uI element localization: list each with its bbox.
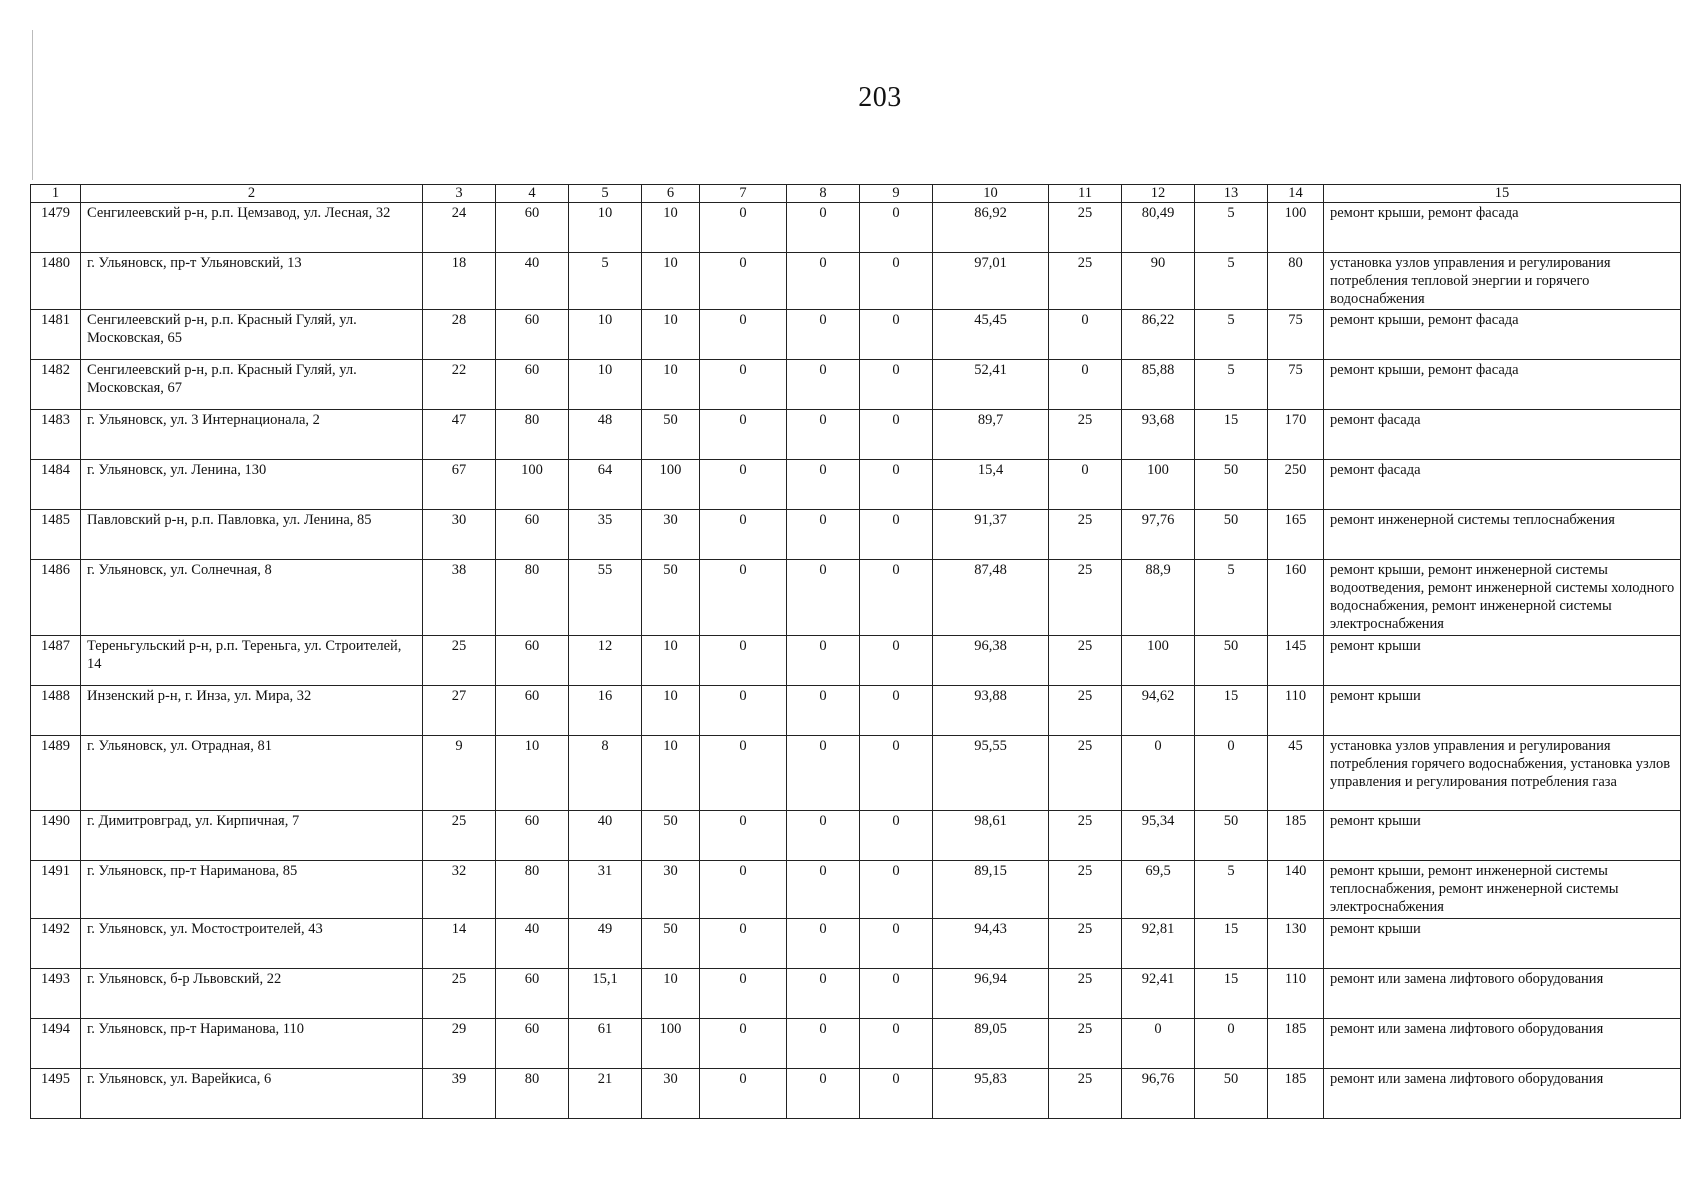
address-cell: Сенгилеевский р-н, р.п. Цемзавод, ул. Лесная, 32 (81, 203, 423, 253)
value-cell-5: 16 (569, 686, 642, 736)
value-cell-8: 0 (787, 460, 860, 510)
value-cell-6: 100 (642, 1019, 700, 1069)
column-header-8: 8 (787, 185, 860, 203)
value-cell-8: 0 (787, 410, 860, 460)
value-cell-8: 0 (787, 1069, 860, 1119)
column-header-15: 15 (1324, 185, 1681, 203)
value-cell-13: 15 (1195, 686, 1268, 736)
value-cell-9: 0 (860, 969, 933, 1019)
value-cell-8: 0 (787, 861, 860, 919)
address-cell: г. Ульяновск, б-р Львовский, 22 (81, 969, 423, 1019)
value-cell-14: 110 (1268, 686, 1324, 736)
value-cell-4: 60 (496, 310, 569, 360)
value-cell-10: 15,4 (933, 460, 1049, 510)
address-cell: г. Ульяновск, ул. Отрадная, 81 (81, 736, 423, 811)
table-row (31, 310, 1681, 360)
work-type-cell: ремонт или замена лифтового оборудования (1324, 969, 1681, 1019)
column-header-5: 5 (569, 185, 642, 203)
value-cell-11: 25 (1049, 736, 1122, 811)
value-cell-10: 89,7 (933, 410, 1049, 460)
value-cell-14: 250 (1268, 460, 1324, 510)
work-type-cell: ремонт крыши, ремонт фасада (1324, 310, 1681, 360)
value-cell-9: 0 (860, 861, 933, 919)
value-cell-14: 160 (1268, 560, 1324, 636)
row-number-cell: 1486 (31, 560, 81, 636)
value-cell-7: 0 (700, 736, 787, 811)
value-cell-13: 5 (1195, 253, 1268, 310)
value-cell-13: 0 (1195, 1019, 1268, 1069)
address-cell: Павловский р-н, р.п. Павловка, ул. Ленина, 85 (81, 510, 423, 560)
address-cell: Тереньгульский р-н, р.п. Тереньга, ул. Строителей, 14 (81, 636, 423, 686)
column-header-9: 9 (860, 185, 933, 203)
value-cell-14: 185 (1268, 1019, 1324, 1069)
value-cell-4: 60 (496, 203, 569, 253)
value-cell-5: 12 (569, 636, 642, 686)
row-number-cell: 1482 (31, 360, 81, 410)
value-cell-5: 40 (569, 811, 642, 861)
value-cell-6: 30 (642, 861, 700, 919)
work-type-cell: ремонт фасада (1324, 460, 1681, 510)
work-type-cell: ремонт крыши (1324, 686, 1681, 736)
value-cell-12: 92,81 (1122, 919, 1195, 969)
value-cell-6: 10 (642, 203, 700, 253)
value-cell-8: 0 (787, 560, 860, 636)
value-cell-13: 50 (1195, 811, 1268, 861)
column-header-6: 6 (642, 185, 700, 203)
table-row (31, 686, 1681, 736)
value-cell-14: 165 (1268, 510, 1324, 560)
value-cell-5: 55 (569, 560, 642, 636)
registry-table (30, 184, 1681, 1119)
value-cell-12: 88,9 (1122, 560, 1195, 636)
value-cell-11: 25 (1049, 969, 1122, 1019)
table-row (31, 253, 1681, 310)
value-cell-11: 25 (1049, 919, 1122, 969)
value-cell-14: 80 (1268, 253, 1324, 310)
value-cell-5: 35 (569, 510, 642, 560)
value-cell-8: 0 (787, 636, 860, 686)
value-cell-12: 0 (1122, 1019, 1195, 1069)
column-header-4: 4 (496, 185, 569, 203)
value-cell-9: 0 (860, 1019, 933, 1069)
value-cell-11: 25 (1049, 1019, 1122, 1069)
value-cell-5: 8 (569, 736, 642, 811)
value-cell-10: 87,48 (933, 560, 1049, 636)
value-cell-13: 5 (1195, 360, 1268, 410)
table-body (31, 203, 1681, 1119)
address-cell: г. Ульяновск, ул. Ленина, 130 (81, 460, 423, 510)
value-cell-13: 15 (1195, 969, 1268, 1019)
row-number-cell: 1485 (31, 510, 81, 560)
value-cell-7: 0 (700, 310, 787, 360)
value-cell-8: 0 (787, 360, 860, 410)
value-cell-7: 0 (700, 253, 787, 310)
value-cell-12: 0 (1122, 736, 1195, 811)
value-cell-6: 30 (642, 510, 700, 560)
row-number-cell: 1493 (31, 969, 81, 1019)
address-cell: г. Ульяновск, ул. Варейкиса, 6 (81, 1069, 423, 1119)
value-cell-9: 0 (860, 310, 933, 360)
work-type-cell: ремонт или замена лифтового оборудования (1324, 1019, 1681, 1069)
value-cell-4: 60 (496, 636, 569, 686)
value-cell-9: 0 (860, 919, 933, 969)
value-cell-5: 15,1 (569, 969, 642, 1019)
value-cell-5: 31 (569, 861, 642, 919)
address-cell: г. Ульяновск, пр-т Нариманова, 85 (81, 861, 423, 919)
value-cell-14: 185 (1268, 811, 1324, 861)
table-row (31, 1069, 1681, 1119)
value-cell-3: 25 (423, 811, 496, 861)
value-cell-7: 0 (700, 203, 787, 253)
value-cell-7: 0 (700, 686, 787, 736)
value-cell-12: 92,41 (1122, 969, 1195, 1019)
value-cell-13: 15 (1195, 919, 1268, 969)
value-cell-3: 67 (423, 460, 496, 510)
value-cell-11: 25 (1049, 253, 1122, 310)
value-cell-7: 0 (700, 510, 787, 560)
value-cell-13: 50 (1195, 1069, 1268, 1119)
value-cell-11: 0 (1049, 460, 1122, 510)
value-cell-3: 38 (423, 560, 496, 636)
value-cell-12: 69,5 (1122, 861, 1195, 919)
column-header-12: 12 (1122, 185, 1195, 203)
value-cell-6: 30 (642, 1069, 700, 1119)
value-cell-4: 80 (496, 861, 569, 919)
value-cell-4: 60 (496, 811, 569, 861)
value-cell-12: 90 (1122, 253, 1195, 310)
value-cell-14: 185 (1268, 1069, 1324, 1119)
value-cell-12: 100 (1122, 636, 1195, 686)
table-row (31, 560, 1681, 636)
value-cell-4: 10 (496, 736, 569, 811)
value-cell-4: 60 (496, 360, 569, 410)
row-number-cell: 1479 (31, 203, 81, 253)
value-cell-12: 95,34 (1122, 811, 1195, 861)
value-cell-10: 89,15 (933, 861, 1049, 919)
table-row (31, 736, 1681, 811)
value-cell-3: 39 (423, 1069, 496, 1119)
address-cell: г. Ульяновск, ул. 3 Интернационала, 2 (81, 410, 423, 460)
row-number-cell: 1480 (31, 253, 81, 310)
value-cell-14: 170 (1268, 410, 1324, 460)
table-row (31, 636, 1681, 686)
value-cell-7: 0 (700, 410, 787, 460)
value-cell-14: 75 (1268, 310, 1324, 360)
address-cell: Сенгилеевский р-н, р.п. Красный Гуляй, ул. Московская, 65 (81, 310, 423, 360)
value-cell-10: 96,38 (933, 636, 1049, 686)
value-cell-11: 0 (1049, 360, 1122, 410)
row-number-cell: 1481 (31, 310, 81, 360)
value-cell-14: 140 (1268, 861, 1324, 919)
value-cell-3: 14 (423, 919, 496, 969)
value-cell-6: 10 (642, 253, 700, 310)
value-cell-11: 25 (1049, 861, 1122, 919)
value-cell-14: 110 (1268, 969, 1324, 1019)
table-row (31, 919, 1681, 969)
value-cell-11: 25 (1049, 203, 1122, 253)
value-cell-9: 0 (860, 203, 933, 253)
value-cell-9: 0 (860, 636, 933, 686)
address-cell: г. Ульяновск, пр-т Ульяновский, 13 (81, 253, 423, 310)
work-type-cell: ремонт крыши, ремонт фасада (1324, 203, 1681, 253)
value-cell-4: 40 (496, 919, 569, 969)
value-cell-12: 100 (1122, 460, 1195, 510)
value-cell-3: 32 (423, 861, 496, 919)
value-cell-9: 0 (860, 360, 933, 410)
row-number-cell: 1487 (31, 636, 81, 686)
table-header (31, 185, 1681, 203)
work-type-cell: ремонт фасада (1324, 410, 1681, 460)
value-cell-14: 75 (1268, 360, 1324, 410)
row-number-cell: 1489 (31, 736, 81, 811)
value-cell-10: 95,55 (933, 736, 1049, 811)
address-cell: г. Димитровград, ул. Кирпичная, 7 (81, 811, 423, 861)
value-cell-5: 61 (569, 1019, 642, 1069)
value-cell-9: 0 (860, 1069, 933, 1119)
value-cell-12: 80,49 (1122, 203, 1195, 253)
value-cell-6: 10 (642, 736, 700, 811)
work-type-cell: ремонт крыши (1324, 636, 1681, 686)
table-row (31, 510, 1681, 560)
value-cell-13: 5 (1195, 310, 1268, 360)
value-cell-10: 97,01 (933, 253, 1049, 310)
value-cell-9: 0 (860, 736, 933, 811)
value-cell-4: 60 (496, 969, 569, 1019)
row-number-cell: 1491 (31, 861, 81, 919)
value-cell-8: 0 (787, 919, 860, 969)
value-cell-6: 10 (642, 969, 700, 1019)
value-cell-6: 50 (642, 560, 700, 636)
value-cell-8: 0 (787, 310, 860, 360)
value-cell-10: 95,83 (933, 1069, 1049, 1119)
value-cell-6: 10 (642, 686, 700, 736)
value-cell-13: 50 (1195, 510, 1268, 560)
value-cell-7: 0 (700, 811, 787, 861)
table-row (31, 360, 1681, 410)
value-cell-11: 25 (1049, 811, 1122, 861)
value-cell-5: 10 (569, 360, 642, 410)
work-type-cell: ремонт инженерной системы теплоснабжения (1324, 510, 1681, 560)
value-cell-3: 27 (423, 686, 496, 736)
value-cell-5: 48 (569, 410, 642, 460)
row-number-cell: 1494 (31, 1019, 81, 1069)
column-header-2: 2 (81, 185, 423, 203)
value-cell-5: 10 (569, 310, 642, 360)
work-type-cell: ремонт крыши, ремонт инженерной системы теплоснабжения, ремонт инженерной системы электроснабжения (1324, 861, 1681, 919)
value-cell-6: 50 (642, 811, 700, 861)
value-cell-14: 45 (1268, 736, 1324, 811)
column-header-11: 11 (1049, 185, 1122, 203)
value-cell-4: 60 (496, 686, 569, 736)
value-cell-9: 0 (860, 686, 933, 736)
value-cell-5: 5 (569, 253, 642, 310)
work-type-cell: ремонт крыши, ремонт инженерной системы водоотведения, ремонт инженерной системы холодного водоснабжения, ремонт инженерной системы электроснабжения (1324, 560, 1681, 636)
value-cell-10: 89,05 (933, 1019, 1049, 1069)
address-cell: Сенгилеевский р-н, р.п. Красный Гуляй, ул. Московская, 67 (81, 360, 423, 410)
value-cell-13: 5 (1195, 203, 1268, 253)
row-number-cell: 1483 (31, 410, 81, 460)
value-cell-3: 30 (423, 510, 496, 560)
value-cell-7: 0 (700, 1019, 787, 1069)
value-cell-14: 100 (1268, 203, 1324, 253)
value-cell-8: 0 (787, 253, 860, 310)
value-cell-12: 93,68 (1122, 410, 1195, 460)
value-cell-12: 96,76 (1122, 1069, 1195, 1119)
value-cell-5: 64 (569, 460, 642, 510)
value-cell-13: 15 (1195, 410, 1268, 460)
value-cell-10: 86,92 (933, 203, 1049, 253)
value-cell-9: 0 (860, 410, 933, 460)
column-header-1: 1 (31, 185, 81, 203)
value-cell-7: 0 (700, 460, 787, 510)
value-cell-10: 93,88 (933, 686, 1049, 736)
value-cell-3: 9 (423, 736, 496, 811)
value-cell-12: 94,62 (1122, 686, 1195, 736)
value-cell-6: 10 (642, 360, 700, 410)
value-cell-11: 25 (1049, 1069, 1122, 1119)
table-row (31, 811, 1681, 861)
value-cell-7: 0 (700, 636, 787, 686)
value-cell-11: 0 (1049, 310, 1122, 360)
value-cell-11: 25 (1049, 560, 1122, 636)
value-cell-7: 0 (700, 560, 787, 636)
value-cell-4: 60 (496, 1019, 569, 1069)
value-cell-10: 45,45 (933, 310, 1049, 360)
value-cell-6: 10 (642, 310, 700, 360)
value-cell-3: 22 (423, 360, 496, 410)
value-cell-7: 0 (700, 919, 787, 969)
table-row (31, 861, 1681, 919)
value-cell-11: 25 (1049, 686, 1122, 736)
value-cell-3: 18 (423, 253, 496, 310)
address-cell: г. Ульяновск, ул. Мостостроителей, 43 (81, 919, 423, 969)
value-cell-14: 145 (1268, 636, 1324, 686)
work-type-cell: ремонт крыши, ремонт фасада (1324, 360, 1681, 410)
row-number-cell: 1488 (31, 686, 81, 736)
table-row (31, 410, 1681, 460)
value-cell-4: 80 (496, 410, 569, 460)
value-cell-9: 0 (860, 253, 933, 310)
value-cell-10: 94,43 (933, 919, 1049, 969)
value-cell-14: 130 (1268, 919, 1324, 969)
column-header-3: 3 (423, 185, 496, 203)
address-cell: г. Ульяновск, пр-т Нариманова, 110 (81, 1019, 423, 1069)
address-cell: Инзенский р-н, г. Инза, ул. Мира, 32 (81, 686, 423, 736)
value-cell-4: 60 (496, 510, 569, 560)
value-cell-6: 10 (642, 636, 700, 686)
value-cell-8: 0 (787, 1019, 860, 1069)
table-row (31, 203, 1681, 253)
value-cell-13: 5 (1195, 861, 1268, 919)
value-cell-11: 25 (1049, 510, 1122, 560)
value-cell-7: 0 (700, 969, 787, 1019)
value-cell-9: 0 (860, 510, 933, 560)
value-cell-3: 47 (423, 410, 496, 460)
value-cell-8: 0 (787, 510, 860, 560)
value-cell-3: 25 (423, 636, 496, 686)
value-cell-5: 49 (569, 919, 642, 969)
column-header-10: 10 (933, 185, 1049, 203)
table-row (31, 460, 1681, 510)
column-header-13: 13 (1195, 185, 1268, 203)
value-cell-13: 50 (1195, 460, 1268, 510)
value-cell-10: 91,37 (933, 510, 1049, 560)
value-cell-13: 5 (1195, 560, 1268, 636)
column-header-7: 7 (700, 185, 787, 203)
value-cell-7: 0 (700, 1069, 787, 1119)
value-cell-4: 100 (496, 460, 569, 510)
value-cell-8: 0 (787, 686, 860, 736)
value-cell-8: 0 (787, 811, 860, 861)
value-cell-13: 50 (1195, 636, 1268, 686)
value-cell-10: 96,94 (933, 969, 1049, 1019)
table-row (31, 969, 1681, 1019)
value-cell-11: 25 (1049, 636, 1122, 686)
work-type-cell: ремонт крыши (1324, 919, 1681, 969)
value-cell-9: 0 (860, 560, 933, 636)
value-cell-6: 50 (642, 919, 700, 969)
table-row (31, 1019, 1681, 1069)
value-cell-6: 100 (642, 460, 700, 510)
column-header-14: 14 (1268, 185, 1324, 203)
value-cell-12: 85,88 (1122, 360, 1195, 410)
value-cell-6: 50 (642, 410, 700, 460)
value-cell-4: 40 (496, 253, 569, 310)
value-cell-9: 0 (860, 460, 933, 510)
value-cell-9: 0 (860, 811, 933, 861)
row-number-cell: 1490 (31, 811, 81, 861)
value-cell-13: 0 (1195, 736, 1268, 811)
value-cell-8: 0 (787, 736, 860, 811)
row-number-cell: 1492 (31, 919, 81, 969)
value-cell-10: 98,61 (933, 811, 1049, 861)
row-number-cell: 1484 (31, 460, 81, 510)
page-number: 203 (858, 82, 902, 113)
work-type-cell: установка узлов управления и регулирования потребления тепловой энергии и горячего водоснабжения (1324, 253, 1681, 310)
value-cell-10: 52,41 (933, 360, 1049, 410)
value-cell-3: 28 (423, 310, 496, 360)
value-cell-3: 24 (423, 203, 496, 253)
header-row (31, 185, 1681, 203)
value-cell-5: 10 (569, 203, 642, 253)
value-cell-7: 0 (700, 360, 787, 410)
value-cell-4: 80 (496, 560, 569, 636)
value-cell-7: 0 (700, 861, 787, 919)
work-type-cell: ремонт или замена лифтового оборудования (1324, 1069, 1681, 1119)
value-cell-3: 25 (423, 969, 496, 1019)
work-type-cell: ремонт крыши (1324, 811, 1681, 861)
row-number-cell: 1495 (31, 1069, 81, 1119)
value-cell-11: 25 (1049, 410, 1122, 460)
address-cell: г. Ульяновск, ул. Солнечная, 8 (81, 560, 423, 636)
value-cell-12: 97,76 (1122, 510, 1195, 560)
value-cell-3: 29 (423, 1019, 496, 1069)
value-cell-8: 0 (787, 969, 860, 1019)
value-cell-12: 86,22 (1122, 310, 1195, 360)
work-type-cell: установка узлов управления и регулирования потребления горячего водоснабжения, установка узлов управления и регулирования потребления газа (1324, 736, 1681, 811)
value-cell-8: 0 (787, 203, 860, 253)
value-cell-4: 80 (496, 1069, 569, 1119)
value-cell-5: 21 (569, 1069, 642, 1119)
